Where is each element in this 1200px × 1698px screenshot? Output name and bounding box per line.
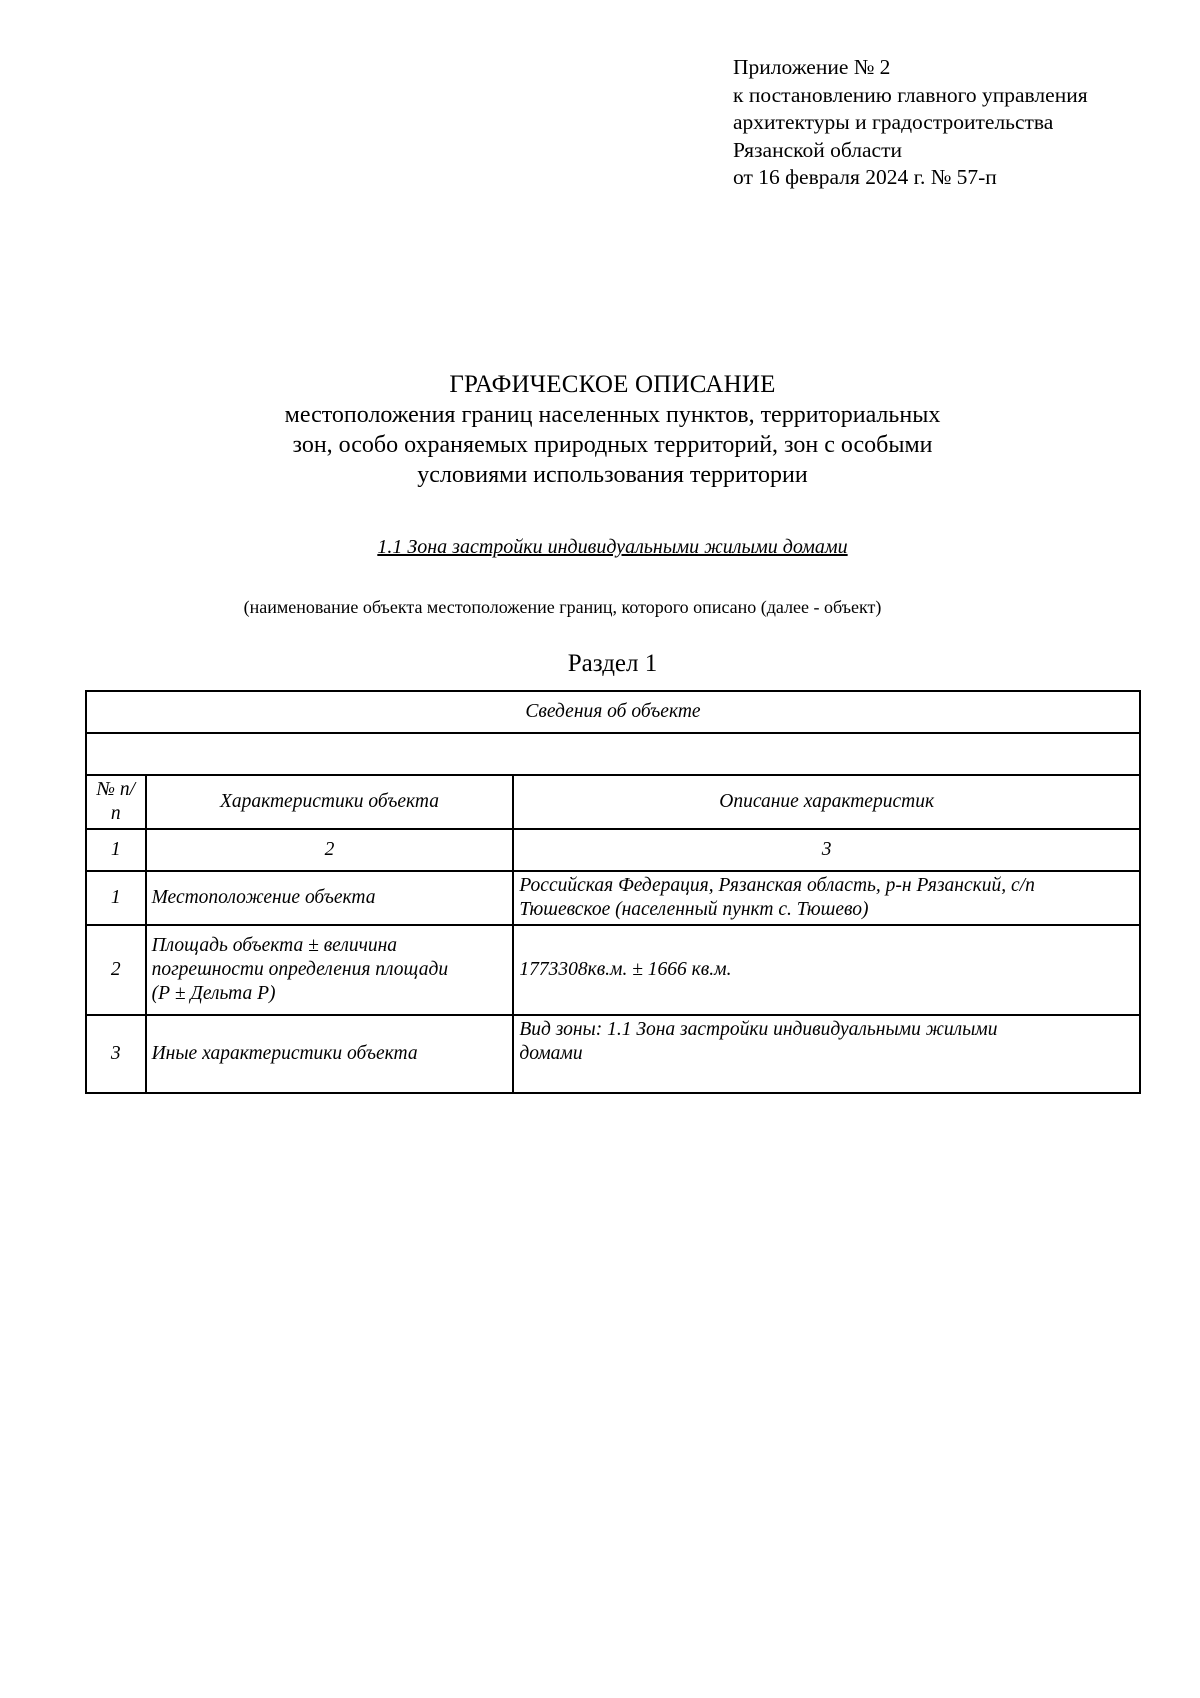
zone-name: 1.1 Зона застройки индивидуальными жилыми домами <box>377 536 848 558</box>
cell-line: Местоположение объекта <box>151 887 376 908</box>
table-numbering-row <box>86 829 1140 871</box>
cell-line: Площадь объекта ± величина <box>151 935 398 956</box>
table-header-row <box>86 775 1140 829</box>
appendix-line: Рязанской области <box>733 137 902 162</box>
appendix-line: Приложение № 2 <box>733 55 891 79</box>
section-title: Раздел 1 <box>567 650 658 677</box>
row-num: 3 <box>86 1015 146 1093</box>
cell-line: Тюшевское (населенный пункт с. Тюшево) <box>519 899 869 920</box>
row-characteristic <box>146 871 514 925</box>
numbering-cell: 1 <box>86 829 146 871</box>
cell-line: погрешности определения площади <box>151 959 449 980</box>
row-description <box>513 1015 1140 1093</box>
cell-line: Российская Федерация, Рязанская область, р-н Рязанский, с/п <box>519 875 1035 896</box>
numbering-cell: 3 <box>513 829 1140 871</box>
appendix-line: от 16 февраля 2024 г. № 57-п <box>733 165 997 189</box>
row-characteristic <box>146 1015 514 1093</box>
header-num: № п/п <box>86 775 146 829</box>
appendix-line: к постановлению главного управления <box>733 82 1088 107</box>
table-empty-row <box>86 733 1140 775</box>
header-description: Описание характеристик <box>513 775 1140 829</box>
table-caption: Сведения об объекте <box>86 691 1140 733</box>
cell-line: (Р ± Дельта Р) <box>151 983 276 1004</box>
row-characteristic <box>146 925 514 1015</box>
row-description <box>513 925 1140 1015</box>
appendix-header <box>733 54 1088 192</box>
appendix-line: архитектуры и градостроительства <box>733 110 1054 134</box>
table-row <box>86 925 1140 1015</box>
title-line: условиями использования территории <box>417 462 808 488</box>
table-empty-cell <box>86 733 1140 775</box>
title-line: местоположения границ населенных пунктов, территориальных <box>284 402 941 428</box>
header-characteristic: Характеристики объекта <box>146 775 514 829</box>
cell-line: домами <box>519 1043 583 1064</box>
title-line: зон, особо охраняемых природных территорий, зон с особыми <box>292 432 933 458</box>
table-caption-row <box>86 691 1140 733</box>
document-title <box>0 370 1200 490</box>
table-row <box>86 1015 1140 1093</box>
object-info-table <box>85 690 1141 1094</box>
row-description <box>513 871 1140 925</box>
row-num: 1 <box>86 871 146 925</box>
table-row <box>86 871 1140 925</box>
cell-line: 1773308кв.м. ± 1666 кв.м. <box>519 959 732 980</box>
title-main: ГРАФИЧЕСКОЕ ОПИСАНИЕ <box>449 371 776 398</box>
cell-line: Вид зоны: 1.1 Зона застройки индивидуальными жилыми <box>519 1019 998 1040</box>
cell-line: Иные характеристики объекта <box>151 1043 418 1064</box>
numbering-cell: 2 <box>146 829 514 871</box>
row-num: 2 <box>86 925 146 1015</box>
object-note: (наименование объекта местоположение границ, которого описано (далее - объект) <box>243 597 882 617</box>
